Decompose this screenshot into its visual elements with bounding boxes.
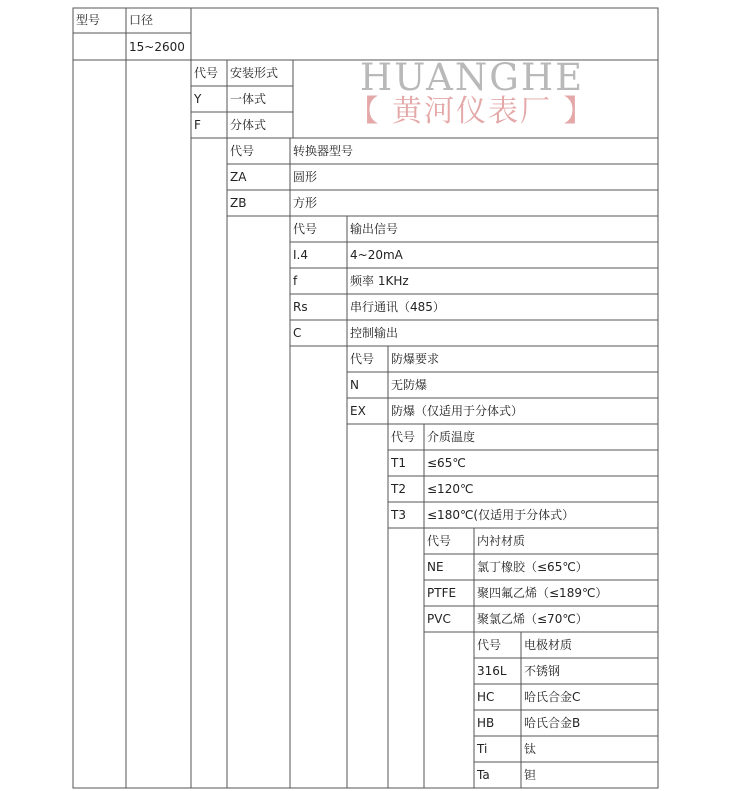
explosion-code-ex: EX: [350, 404, 366, 418]
temperature-title: 介质温度: [427, 430, 476, 444]
lining-desc-ptfe: 聚四氟乙烯（≤189℃）: [477, 586, 608, 600]
electrode-desc-ta: 钽: [524, 768, 537, 782]
output-code-i4: I.4: [293, 248, 308, 262]
electrode-code-316l: 316L: [477, 664, 507, 678]
explosion-code-n: N: [350, 378, 359, 392]
temperature-desc-t3: ≤180℃(仅适用于分体式）: [427, 508, 575, 522]
model-label: 型号: [76, 13, 101, 27]
converter-code-header: 代号: [230, 144, 255, 158]
mounting-desc-f: 分体式: [230, 118, 267, 132]
electrode-title: 电极材质: [524, 638, 573, 652]
output-desc-rs: 串行通讯（485）: [350, 300, 445, 314]
electrode-desc-316l: 不锈钢: [524, 664, 561, 678]
output-code-rs: Rs: [293, 300, 308, 314]
mounting-desc-y: 一体式: [230, 92, 267, 106]
temperature-code-t3: T3: [391, 508, 406, 522]
converter-code-za: ZA: [230, 170, 247, 184]
explosion-desc-ex: 防爆（仅适用于分体式）: [391, 404, 524, 418]
explosion-title: 防爆要求: [391, 352, 440, 366]
temperature-code-t1: T1: [391, 456, 406, 470]
electrode-desc-hb: 哈氏合金B: [524, 716, 581, 730]
converter-desc-zb: 方形: [293, 196, 318, 210]
lining-code-ptfe: PTFE: [427, 586, 457, 600]
electrode-code-ta: Ta: [477, 768, 490, 782]
output-code-header: 代号: [293, 222, 318, 236]
output-desc-i4: 4~20mA: [350, 248, 403, 262]
mounting-code-header: 代号: [194, 66, 219, 80]
lining-desc-pvc: 聚氯乙烯（≤70℃）: [477, 612, 588, 626]
watermark-brand-en: HUANGHE: [359, 56, 585, 99]
output-code-c: C: [293, 326, 302, 340]
lining-code-header: 代号: [427, 534, 452, 548]
output-desc-c: 控制输出: [350, 326, 399, 340]
mounting-title: 安装形式: [230, 66, 279, 80]
lining-code-pvc: PVC: [427, 612, 451, 626]
electrode-desc-ti: 钛: [524, 742, 537, 756]
converter-code-zb: ZB: [230, 196, 247, 210]
lining-code-ne: NE: [427, 560, 444, 574]
mounting-code-y: Y: [194, 92, 202, 106]
output-code-f: f: [293, 274, 298, 288]
electrode-code-ti: Ti: [477, 742, 488, 756]
explosion-desc-n: 无防爆: [391, 378, 428, 392]
electrode-code-hc: HC: [477, 690, 495, 704]
mounting-code-f: F: [194, 118, 201, 132]
converter-desc-za: 圆形: [293, 170, 318, 184]
output-title: 输出信号: [350, 222, 399, 236]
temperature-desc-t2: ≤120℃: [427, 482, 474, 496]
electrode-desc-hc: 哈氏合金C: [524, 690, 581, 704]
electrode-code-hb: HB: [477, 716, 495, 730]
diameter-range: 15~2600: [129, 40, 185, 54]
lining-desc-ne: 氯丁橡胶（≤65℃）: [477, 560, 588, 574]
diameter-label: 口径: [129, 13, 154, 27]
converter-title: 转换器型号: [293, 144, 354, 158]
temperature-code-t2: T2: [391, 482, 406, 496]
temperature-code-header: 代号: [391, 430, 416, 444]
explosion-code-header: 代号: [350, 352, 375, 366]
electrode-code-header: 代号: [477, 638, 502, 652]
watermark-brand-cn: 【 黄河仪表厂 】: [348, 94, 596, 129]
output-desc-f: 频率 1KHz: [350, 274, 409, 288]
lining-title: 内衬材质: [477, 534, 526, 548]
temperature-desc-t1: ≤65℃: [427, 456, 466, 470]
